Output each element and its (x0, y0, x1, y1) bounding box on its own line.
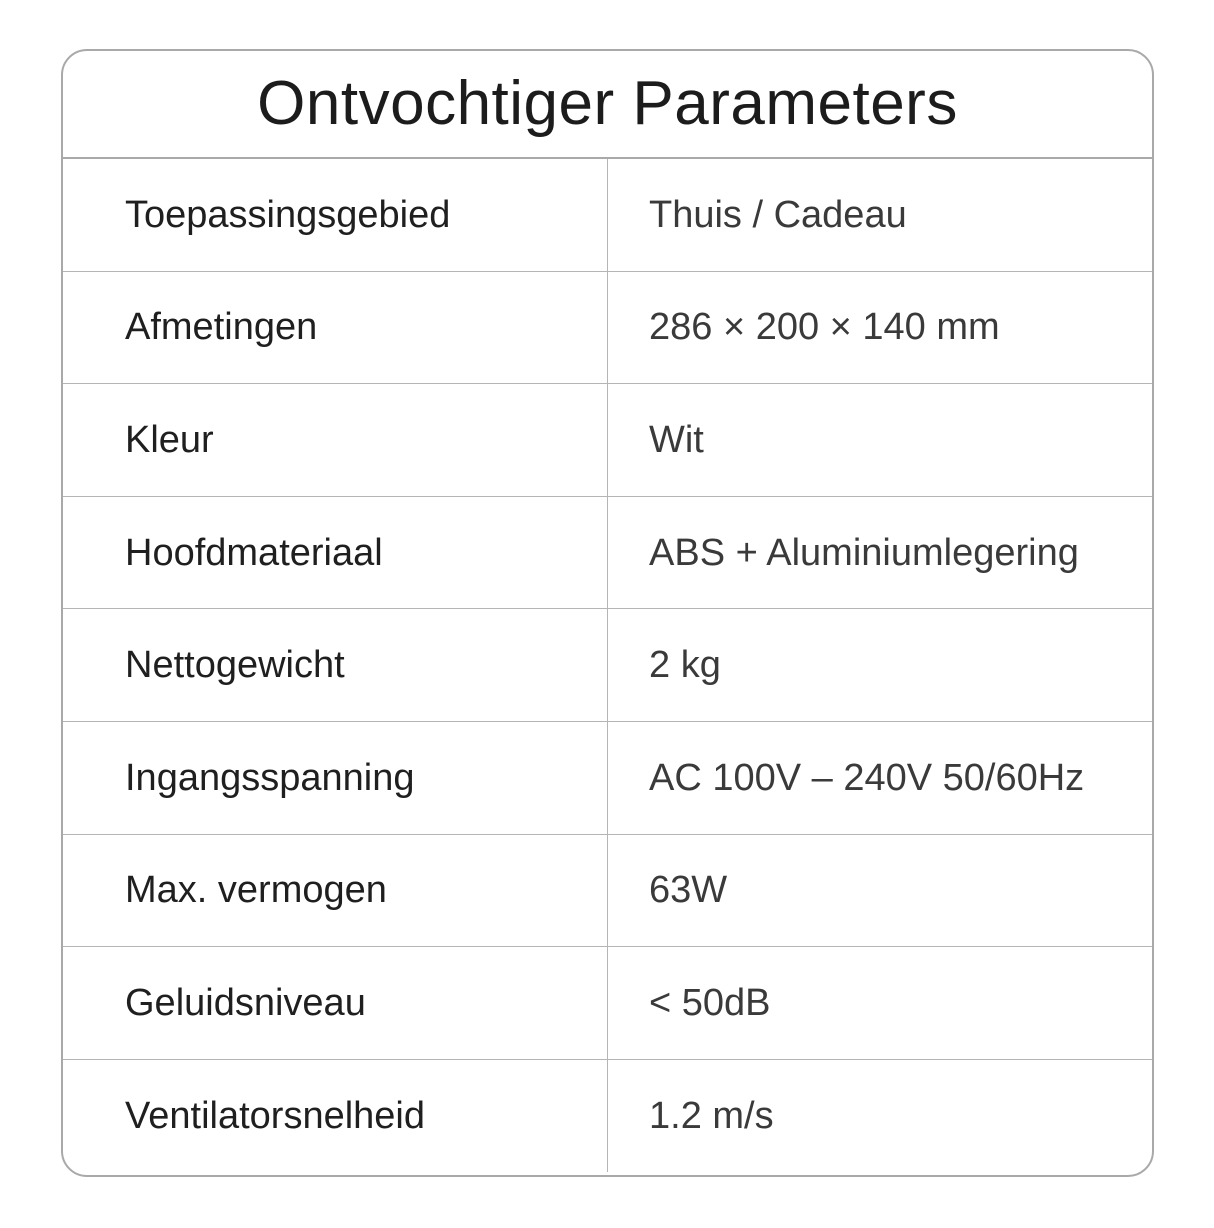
row-label: Max. vermogen (63, 835, 608, 947)
row-label: Nettogewicht (63, 609, 608, 721)
table-title: Ontvochtiger Parameters (257, 69, 958, 138)
row-value: Wit (649, 418, 704, 461)
table-row (63, 384, 1152, 497)
row-value: ABS + Aluminiumlegering (649, 531, 1079, 574)
title-bar (63, 51, 1152, 159)
row-label: Toepassingsgebied (63, 159, 608, 271)
table-row (63, 835, 1152, 948)
row-value: 286 × 200 × 140 mm (649, 306, 1000, 349)
row-label: Ingangsspanning (63, 722, 608, 834)
row-value: < 50dB (649, 981, 771, 1024)
row-label: Afmetingen (63, 272, 608, 384)
table-row (63, 722, 1152, 835)
row-label: Kleur (63, 384, 608, 496)
row-value: 63W (649, 869, 728, 912)
row-value: 2 kg (649, 644, 721, 687)
table-row (63, 497, 1152, 610)
table-row (63, 159, 1152, 272)
spec-rows (63, 159, 1152, 1172)
row-value: 1.2 m/s (649, 1095, 774, 1138)
table-row (63, 1060, 1152, 1173)
table-row (63, 609, 1152, 722)
row-label: Ventilatorsnelheid (63, 1060, 608, 1173)
table-row (63, 947, 1152, 1060)
row-label: Geluidsniveau (63, 947, 608, 1059)
row-value: Thuis / Cadeau (649, 193, 907, 236)
row-label: Hoofdmateriaal (63, 497, 608, 609)
table-row (63, 272, 1152, 385)
row-value: AC 100V – 240V 50/60Hz (649, 756, 1085, 799)
spec-table-card (61, 49, 1154, 1177)
